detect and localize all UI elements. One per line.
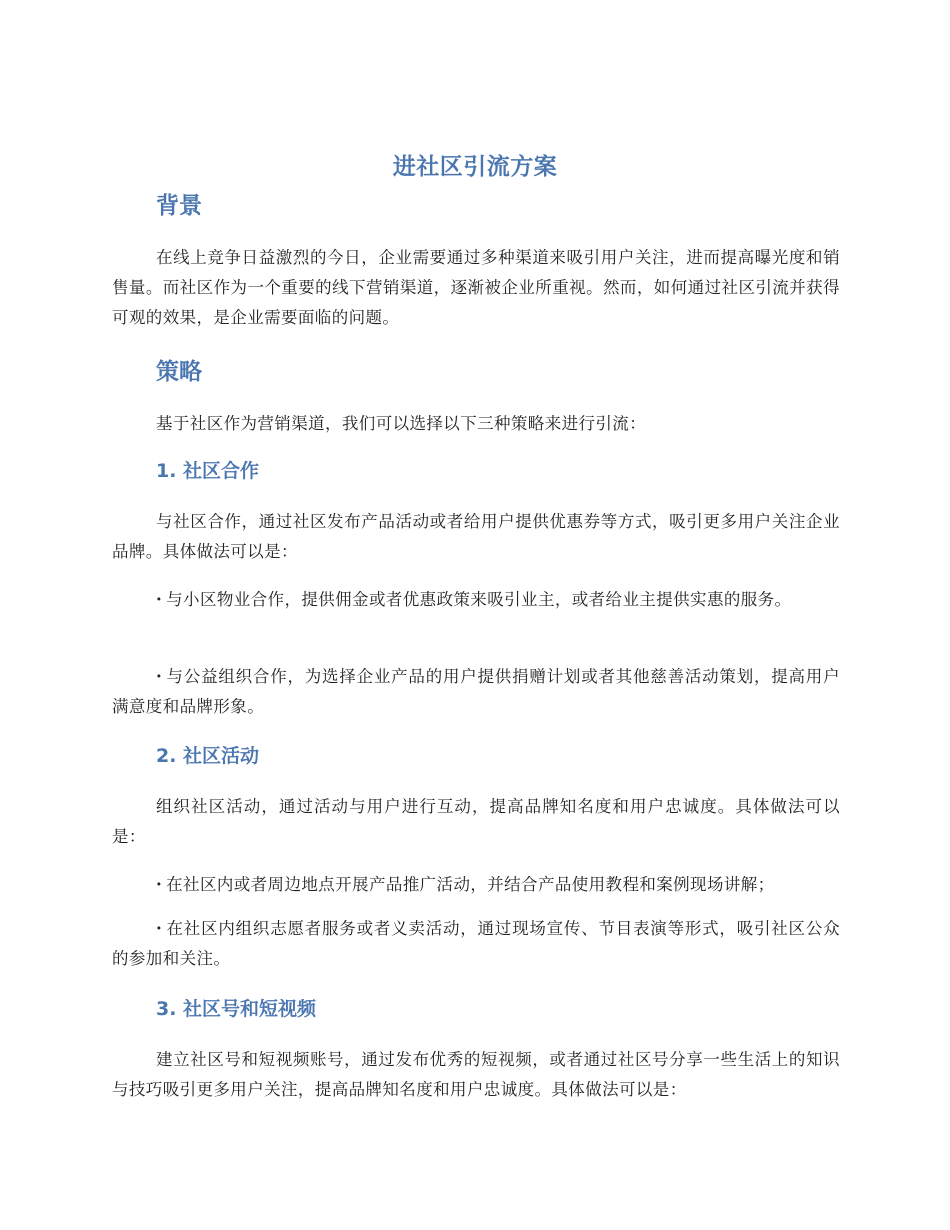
activities-bullet-2 [112,914,840,974]
strategy-heading-activities: 2. 社区活动 [156,745,260,767]
bullet-marker: · [156,919,163,938]
activities-bullet-1 [112,870,840,900]
strategy-heading-cooperation: 1. 社区合作 [156,460,260,482]
bullet-marker: · [156,875,163,894]
cooperation-paragraph: 与社区合作，通过社区发布产品活动或者给用户提供优惠券等方式，吸引更多用户关注企业品牌。具体做法可以是： [112,512,840,561]
document-title: 进社区引流方案 [392,154,558,180]
background-paragraph: 在线上竞争日益激烈的今日，企业需要通过多种渠道来吸引用户关注，进而提高曝光度和销售量。而社区作为一个重要的线下营销渠道，逐渐被企业所重视。然而，如何通过社区引流并获得可观的效果，是企业需要面临的问题。 [112,248,840,327]
strategy-heading-short-video: 3. 社区号和短视频 [156,998,317,1020]
bullet-text: 在社区内或者周边地点开展产品推广活动，并结合产品使用教程和案例现场讲解； [166,875,775,894]
activities-paragraph: 组织社区活动，通过活动与用户进行互动，提高品牌知名度和用户忠诚度。具体做法可以是： [112,797,840,846]
bullet-text: 与小区物业合作，提供佣金或者优惠政策来吸引业主，或者给业主提供实惠的服务。 [166,590,792,609]
bullet-marker: · [156,590,163,609]
short-video-paragraph: 建立社区号和短视频账号，通过发布优秀的短视频，或者通过社区号分享一些生活上的知识与技巧吸引更多用户关注，提高品牌知名度和用户忠诚度。具体做法可以是： [112,1050,840,1099]
strategy-intro-paragraph: 基于社区作为营销渠道，我们可以选择以下三种策略来进行引流： [156,414,647,433]
section-heading-background: 背景 [156,193,202,219]
bullet-text: 在社区内组织志愿者服务或者义卖活动，通过现场宣传、节目表演等形式，吸引社区公众的参加和关注。 [112,919,840,968]
cooperation-bullet-2 [112,662,840,722]
bullet-text: 与公益组织合作，为选择企业产品的用户提供捐赠计划或者其他慈善活动策划，提高用户满意度和品牌形象。 [112,667,840,716]
section-heading-strategy: 策略 [156,359,202,385]
bullet-marker: · [156,667,163,686]
cooperation-bullet-1 [112,585,840,615]
